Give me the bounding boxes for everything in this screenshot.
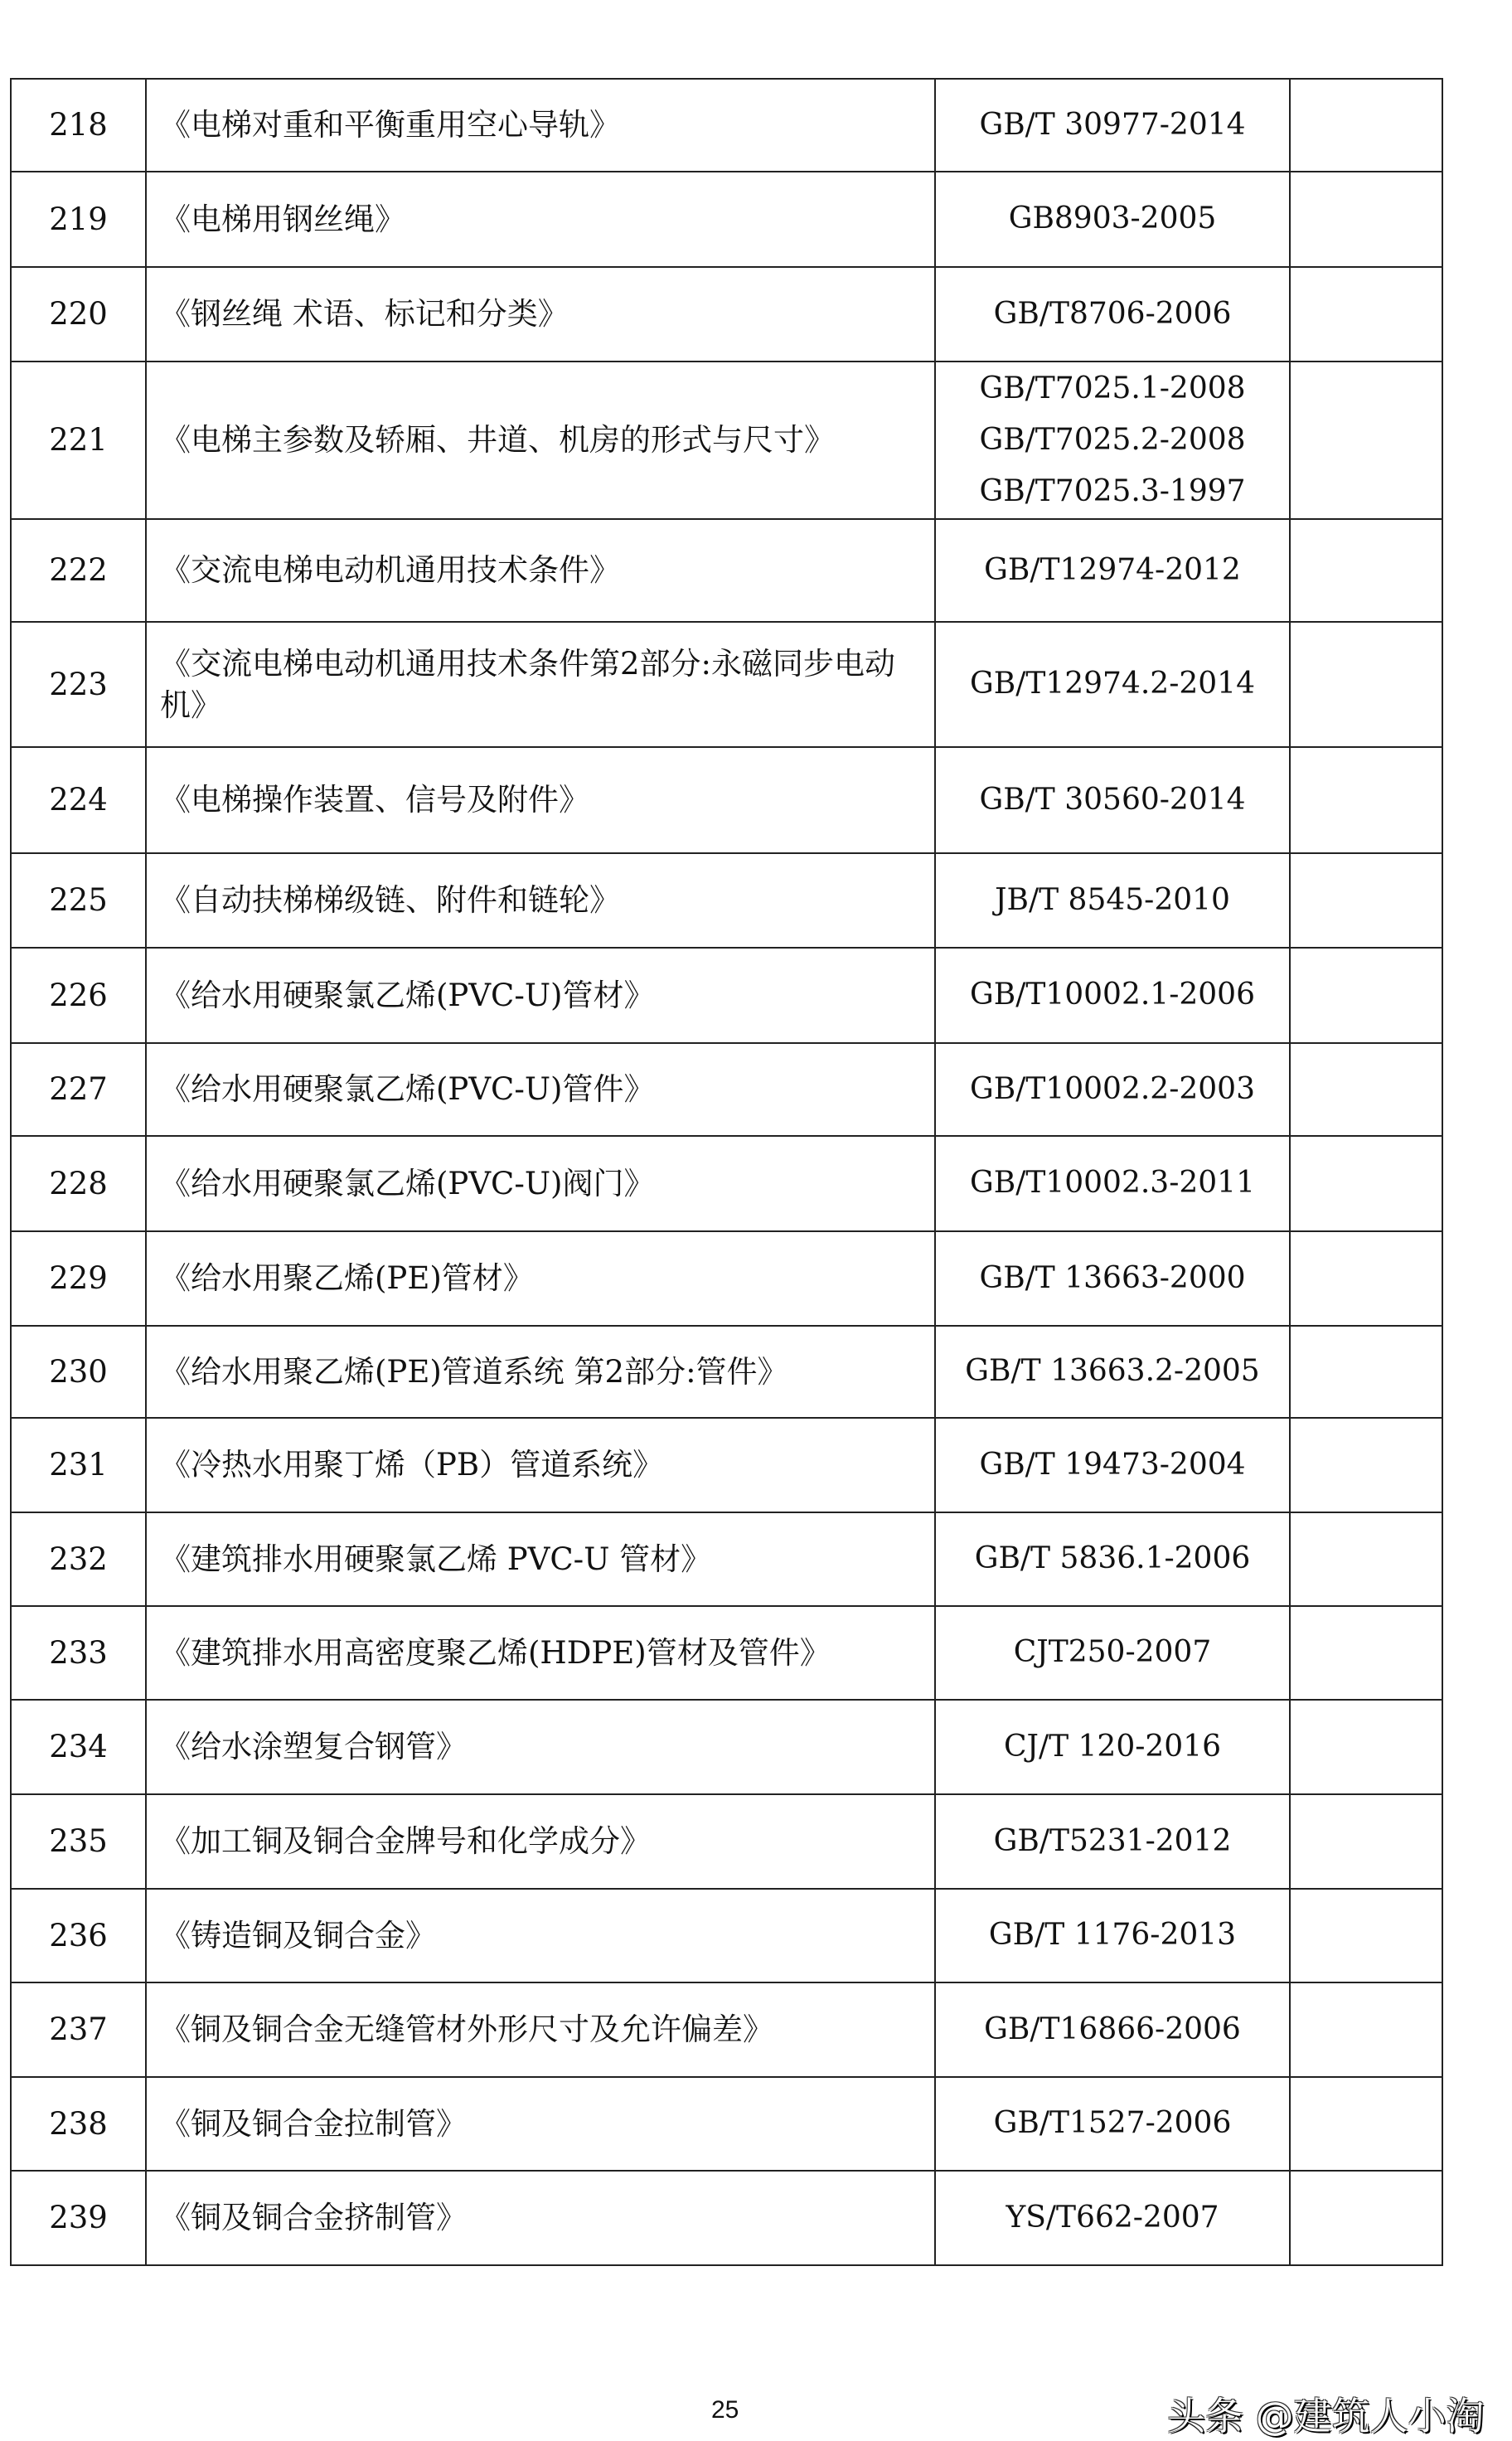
standard-title: 《冷热水用聚丁烯（PB）管道系统》 xyxy=(146,1418,935,1512)
code-line: GB/T12974-2012 xyxy=(984,552,1241,587)
table-row xyxy=(11,362,1442,519)
note-cell xyxy=(1290,948,1442,1043)
code-line: GB/T5231-2012 xyxy=(993,1823,1232,1858)
code-line: GB/T10002.1-2006 xyxy=(969,978,1255,1012)
row-number: 233 xyxy=(11,1606,146,1700)
code-line: GB/T12974.2-2014 xyxy=(969,667,1255,701)
note-cell xyxy=(1290,622,1442,747)
standard-title: 《加工铜及铜合金牌号和化学成分》 xyxy=(146,1794,935,1889)
standard-code xyxy=(935,267,1290,362)
code-line: GB/T10002.3-2011 xyxy=(969,1166,1255,1201)
standard-title: 《铜及铜合金无缝管材外形尺寸及允许偏差》 xyxy=(146,1982,935,2077)
code-line: CJ/T 120-2016 xyxy=(1003,1729,1222,1764)
note-cell xyxy=(1290,1418,1442,1512)
code-line: JB/T 8545-2010 xyxy=(995,882,1230,917)
table-row xyxy=(11,172,1442,267)
code-line: YS/T662-2007 xyxy=(1006,2200,1219,2235)
standard-code xyxy=(935,1794,1290,1889)
table-row xyxy=(11,853,1442,948)
standard-title: 《交流电梯电动机通用技术条件》 xyxy=(146,519,935,622)
note-cell xyxy=(1290,1889,1442,1982)
note-cell xyxy=(1290,79,1442,172)
note-cell xyxy=(1290,1326,1442,1418)
table-row xyxy=(11,1794,1442,1889)
standard-title: 《建筑排水用硬聚氯乙烯 PVC-U 管材》 xyxy=(146,1512,935,1606)
code-line: GB/T7025.1-2008 xyxy=(979,371,1246,405)
standard-code xyxy=(935,622,1290,747)
row-number: 239 xyxy=(11,2171,146,2265)
code-line: GB/T16866-2006 xyxy=(984,2012,1241,2046)
standard-code xyxy=(935,172,1290,267)
note-cell xyxy=(1290,1136,1442,1231)
note-cell xyxy=(1290,1043,1442,1136)
row-number: 235 xyxy=(11,1794,146,1889)
standard-title: 《自动扶梯梯级链、附件和链轮》 xyxy=(146,853,935,948)
table-row xyxy=(11,2171,1442,2265)
note-cell xyxy=(1290,1231,1442,1326)
code-line: GB/T7025.2-2008 xyxy=(979,423,1246,457)
table-row xyxy=(11,1136,1442,1231)
code-line: GB/T1527-2006 xyxy=(993,2106,1232,2141)
table-row xyxy=(11,1231,1442,1326)
table-row xyxy=(11,747,1442,853)
row-number: 226 xyxy=(11,948,146,1043)
row-number: 234 xyxy=(11,1700,146,1794)
note-cell xyxy=(1290,747,1442,853)
row-number: 218 xyxy=(11,79,146,172)
note-cell xyxy=(1290,1606,1442,1700)
standard-code xyxy=(935,747,1290,853)
note-cell xyxy=(1290,1794,1442,1889)
table-row xyxy=(11,267,1442,362)
row-number: 232 xyxy=(11,1512,146,1606)
standard-title: 《电梯用钢丝绳》 xyxy=(146,172,935,267)
code-line: GB/T 5836.1-2006 xyxy=(974,1541,1251,1576)
table-row xyxy=(11,1700,1442,1794)
code-line: GB/T 1176-2013 xyxy=(988,1918,1237,1953)
table-row xyxy=(11,1982,1442,2077)
standard-title: 《给水用聚乙烯(PE)管道系统 第2部分:管件》 xyxy=(146,1326,935,1418)
standard-code xyxy=(935,1136,1290,1231)
standard-code xyxy=(935,1889,1290,1982)
table-row xyxy=(11,1512,1442,1606)
row-number: 224 xyxy=(11,747,146,853)
standard-code xyxy=(935,2171,1290,2265)
note-cell xyxy=(1290,519,1442,622)
note-cell xyxy=(1290,1700,1442,1794)
table-row xyxy=(11,519,1442,622)
standard-title: 《铸造铜及铜合金》 xyxy=(146,1889,935,1982)
note-cell xyxy=(1290,172,1442,267)
code-line: GB/T 13663.2-2005 xyxy=(965,1354,1260,1389)
standard-title: 《钢丝绳 术语、标记和分类》 xyxy=(146,267,935,362)
watermark: 头条 @建筑人小淘 xyxy=(1167,2394,1485,2439)
code-line: GB/T 13663-2000 xyxy=(979,1260,1246,1295)
standard-code xyxy=(935,948,1290,1043)
code-line: GB/T10002.2-2003 xyxy=(969,1071,1255,1106)
row-number: 237 xyxy=(11,1982,146,2077)
note-cell xyxy=(1290,362,1442,519)
row-number: 236 xyxy=(11,1889,146,1982)
note-cell xyxy=(1290,2077,1442,2171)
standard-title: 《铜及铜合金挤制管》 xyxy=(146,2171,935,2265)
standard-code xyxy=(935,1231,1290,1326)
row-number: 225 xyxy=(11,853,146,948)
standard-code xyxy=(935,1043,1290,1136)
row-number: 219 xyxy=(11,172,146,267)
standard-code xyxy=(935,1418,1290,1512)
standard-title: 《给水用硬聚氯乙烯(PVC-U)管材》 xyxy=(146,948,935,1043)
row-number: 238 xyxy=(11,2077,146,2171)
standard-code xyxy=(935,1512,1290,1606)
table-row xyxy=(11,622,1442,747)
row-number: 228 xyxy=(11,1136,146,1231)
standard-title: 《给水涂塑复合钢管》 xyxy=(146,1700,935,1794)
standard-code xyxy=(935,1982,1290,2077)
standard-title: 《建筑排水用高密度聚乙烯(HDPE)管材及管件》 xyxy=(146,1606,935,1700)
table-row xyxy=(11,79,1442,172)
code-line: GB/T7025.3-1997 xyxy=(979,474,1246,508)
standard-code xyxy=(935,519,1290,622)
row-number: 221 xyxy=(11,362,146,519)
standard-title: 《给水用硬聚氯乙烯(PVC-U)阀门》 xyxy=(146,1136,935,1231)
row-number: 222 xyxy=(11,519,146,622)
code-line: GB/T 19473-2004 xyxy=(979,1447,1246,1482)
standard-code xyxy=(935,362,1290,519)
row-number: 220 xyxy=(11,267,146,362)
standard-title: 《电梯操作装置、信号及附件》 xyxy=(146,747,935,853)
note-cell xyxy=(1290,267,1442,362)
note-cell xyxy=(1290,1982,1442,2077)
code-line: GB8903-2005 xyxy=(1008,201,1217,236)
table-row xyxy=(11,1889,1442,1982)
code-line: GB/T 30560-2014 xyxy=(979,782,1246,817)
row-number: 223 xyxy=(11,622,146,747)
table-row xyxy=(11,948,1442,1043)
standard-code xyxy=(935,2077,1290,2171)
standard-code xyxy=(935,853,1290,948)
note-cell xyxy=(1290,2171,1442,2265)
standard-code xyxy=(935,1326,1290,1418)
row-number: 230 xyxy=(11,1326,146,1418)
page-number: 25 xyxy=(711,2396,739,2424)
standard-code xyxy=(935,79,1290,172)
standard-title: 《电梯对重和平衡重用空心导轨》 xyxy=(146,79,935,172)
row-number: 227 xyxy=(11,1043,146,1136)
note-cell xyxy=(1290,853,1442,948)
standard-code xyxy=(935,1700,1290,1794)
standard-title: 《铜及铜合金拉制管》 xyxy=(146,2077,935,2171)
table-row xyxy=(11,2077,1442,2171)
note-cell xyxy=(1290,1512,1442,1606)
standards-table xyxy=(10,78,1443,2266)
row-number: 231 xyxy=(11,1418,146,1512)
code-line: GB/T8706-2006 xyxy=(993,296,1232,331)
table-row xyxy=(11,1326,1442,1418)
table-row xyxy=(11,1606,1442,1700)
code-line: GB/T 30977-2014 xyxy=(979,107,1246,142)
table-row xyxy=(11,1043,1442,1136)
code-line: CJT250-2007 xyxy=(1013,1635,1212,1670)
table-row xyxy=(11,1418,1442,1512)
standard-code xyxy=(935,1606,1290,1700)
standard-title: 《交流电梯电动机通用技术条件第2部分:永磁同步电动机》 xyxy=(146,622,935,747)
row-number: 229 xyxy=(11,1231,146,1326)
standard-title: 《给水用聚乙烯(PE)管材》 xyxy=(146,1231,935,1326)
standard-title: 《给水用硬聚氯乙烯(PVC-U)管件》 xyxy=(146,1043,935,1136)
standard-title: 《电梯主参数及轿厢、井道、机房的形式与尺寸》 xyxy=(146,362,935,519)
